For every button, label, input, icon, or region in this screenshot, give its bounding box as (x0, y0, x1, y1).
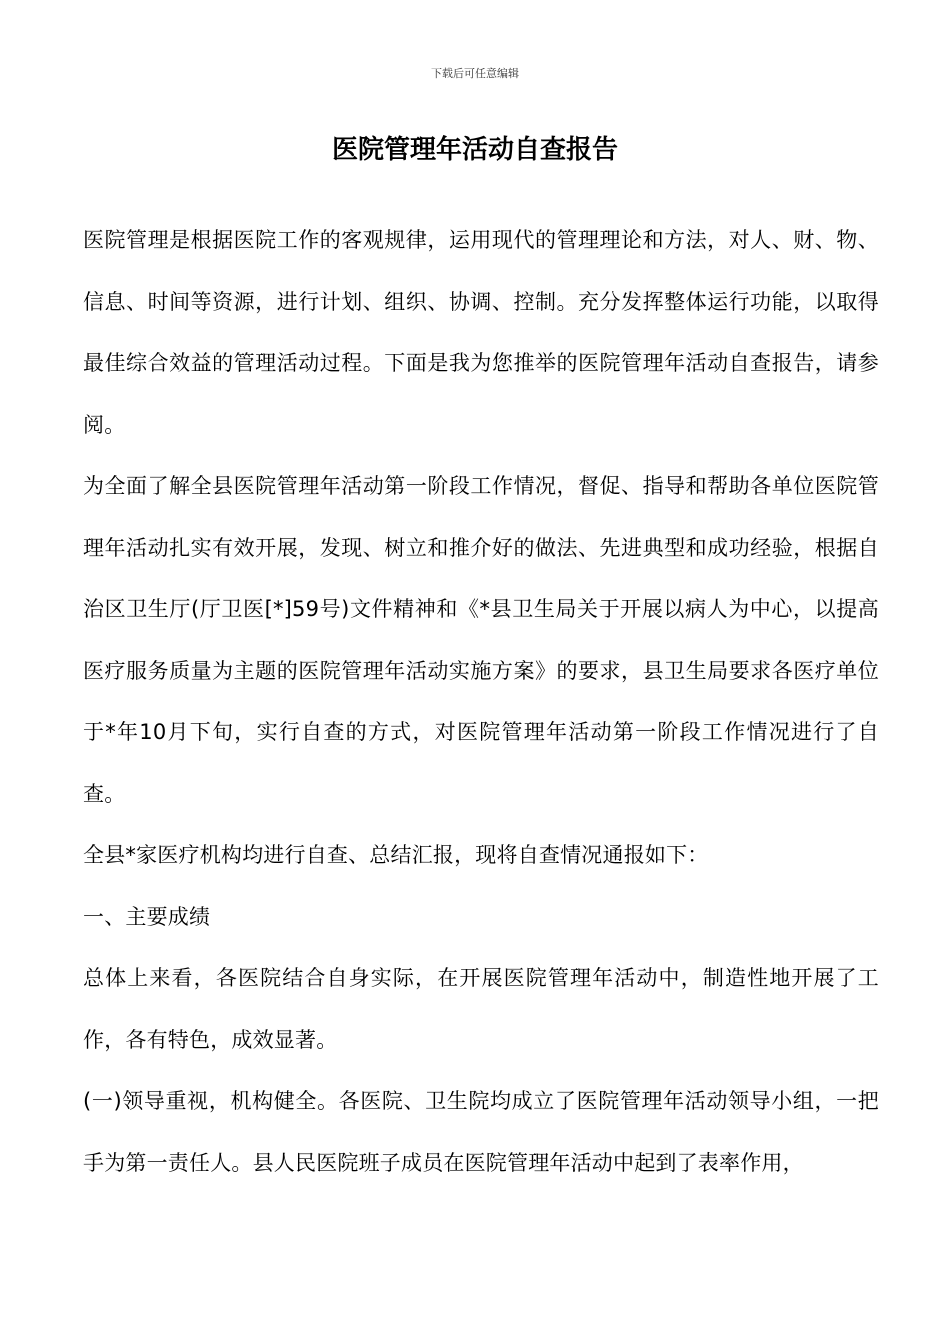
intro-paragraph: 医院管理是根据医院工作的客观规律，运用现代的管理理论和方法，对人、财、物、信息、时间等资源，进行计划、组织、协调、控制。充分发挥整体运行功能，以取得最佳综合效益的管理活动过程。下面是我为您推举的医院管理年活动自查报告，请参阅。 (83, 228, 879, 437)
overview-paragraph: 总体上来看，各医院结合自身实际，在开展医院管理年活动中，制造性地开展了工作，各有特色，成效显著。 (83, 966, 879, 1052)
document-title: 医院管理年活动自查报告 (331, 135, 618, 165)
section-heading: 一、主要成绩 (83, 904, 211, 929)
background-paragraph: 为全面了解全县医院管理年活动第一阶段工作情况，督促、指导和帮助各单位医院管理年活动扎实有效开展，发现、树立和推介好的做法、先进典型和成功经验，根据自治区卫生厅(厅卫医[*]59号)文件精神和《*县卫生局关于开展以病人为中心，以提高医疗服务质量为主题的医院管理年活动实施方案》的要求，县卫生局要求各医疗单位于*年10月下旬，实行自查的方式，对医院管理年活动第一阶段工作情况进行了自查。 (83, 474, 879, 806)
document-body (83, 210, 879, 1194)
summary-paragraph: 全县*家医疗机构均进行自查、总结汇报，现将自查情况通报如下： (83, 843, 709, 867)
leadership-paragraph: (一)领导重视，机构健全。各医院、卫生院均成立了医院管理年活动领导小组，一把手为第一责任人。县人民医院班子成员在医院管理年活动中起到了表率作用， (83, 1089, 879, 1175)
header-note: 下载后可任意编辑 (431, 67, 519, 80)
